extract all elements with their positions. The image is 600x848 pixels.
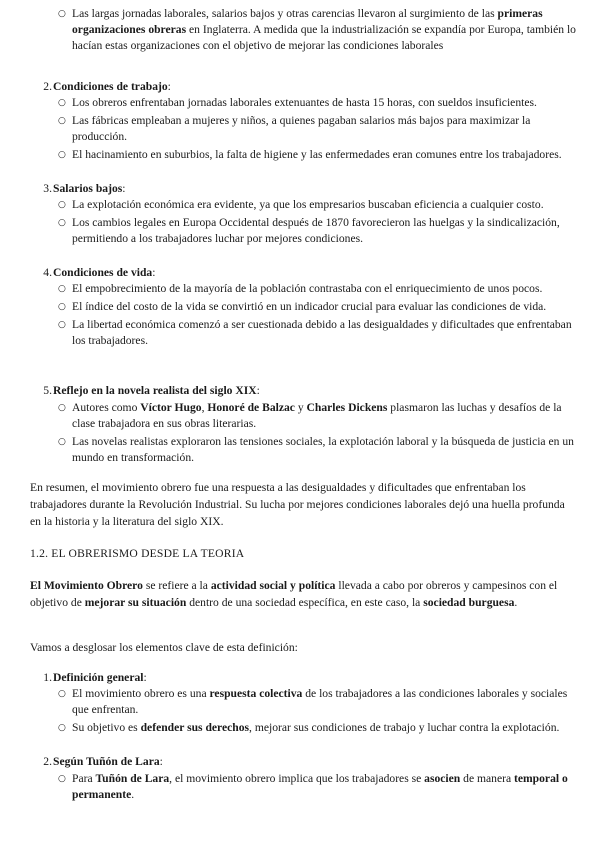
numbered-item: 3. Salarios bajos: <box>43 182 126 195</box>
item-bullets <box>58 400 578 466</box>
intro-sentence: Vamos a desglosar los elementos clave de esta definición: <box>30 641 298 654</box>
bullet-icon: ○ <box>58 218 66 228</box>
list-item: ○ Las novelas realistas exploraron las tensiones sociales, la explotación laboral y la búsqueda de justicia en un mundo en transformación. <box>58 435 574 464</box>
intro-bullet <box>58 6 578 54</box>
summary-paragraph: En resumen, el movimiento obrero fue una respuesta a las desigualdades y dificultades que enfrentaban los trabajadores durante la Revolución Industrial. Su lucha por mejores condiciones laborales dejó una huella profunda en la historia y la literatura del siglo XIX. <box>30 481 565 528</box>
item-bullets <box>58 95 578 163</box>
numbered-item: 1. Definición general: <box>43 671 147 684</box>
item-title: Reflejo en la novela realista del siglo XIX <box>53 384 257 397</box>
list-item: ○ Para Tuñón de Lara, el movimiento obrero implica que los trabajadores se asocien de manera temporal o permanente. <box>58 772 568 801</box>
bullet-icon: ○ <box>58 437 66 447</box>
list-item: ○ Las largas jornadas laborales, salarios bajos y otras carencias llevaron al surgimiento de las primeras organizaciones obreras en Inglaterra. A medida que la industrialización se expandía por Europa, también lo hacían estas organizaciones con el objetivo de mejorar las condiciones laborales <box>58 7 576 52</box>
section-heading: 1.2. EL OBRERISMO DESDE LA TEORIA <box>30 547 245 560</box>
item-title: Definición general <box>53 671 144 684</box>
item-bullets <box>58 686 578 736</box>
bullet-icon: ○ <box>58 403 66 413</box>
bullet-icon: ○ <box>58 774 66 784</box>
numbered-item: 2. Condiciones de trabajo: <box>43 80 171 93</box>
bullet-icon: ○ <box>58 320 66 330</box>
list-item: ○ Los obreros enfrentaban jornadas laborales extenuantes de hasta 15 horas, con sueldos insuficientes. <box>58 96 537 109</box>
bullet-icon: ○ <box>58 200 66 210</box>
bullet-icon: ○ <box>58 302 66 312</box>
numbered-item: 4. Condiciones de vida: <box>43 266 156 279</box>
item-title: Condiciones de vida <box>53 266 153 279</box>
list-item: ○ El hacinamiento en suburbios, la falta de higiene y las enfermedades eran comunes entre los trabajadores. <box>58 148 562 161</box>
numbered-item: 5. Reflejo en la novela realista del siglo XIX: <box>43 384 260 397</box>
list-item: ○ La libertad económica comenzó a ser cuestionada debido a las desigualdades y dificultades que enfrentaban los trabajadores. <box>58 318 572 347</box>
item-title: Salarios bajos <box>53 182 123 195</box>
list-item: ○ Los cambios legales en Europa Occidental después de 1870 favorecieron las huelgas y la sindicalización, permitiendo a los trabajadores luchar por mejores condiciones. <box>58 216 560 245</box>
item-title: Según Tuñón de Lara <box>53 755 160 768</box>
bullet-icon: ○ <box>58 689 66 699</box>
bullet-icon: ○ <box>58 116 66 126</box>
bullet-icon: ○ <box>58 284 66 294</box>
list-item: ○ Su objetivo es defender sus derechos, mejorar sus condiciones de trabajo y luchar contra la explotación. <box>58 721 560 734</box>
bullet-icon: ○ <box>58 9 66 19</box>
item-bullets <box>58 197 578 247</box>
numbered-item: 2. Según Tuñón de Lara: <box>43 755 163 768</box>
item-bullets <box>58 281 578 349</box>
list-item: ○ El empobrecimiento de la mayoría de la población contrastaba con el enriquecimiento de unos pocos. <box>58 282 543 295</box>
bullet-icon: ○ <box>58 98 66 108</box>
definition-paragraph: El Movimiento Obrero se refiere a la actividad social y política llevada a cabo por obreros y campesinos con el objetivo de mejorar su situación dentro de una sociedad específica, en este caso, la sociedad burguesa. <box>30 579 558 609</box>
list-item: ○ Las fábricas empleaban a mujeres y niños, a quienes pagaban salarios más bajos para maximizar la producción. <box>58 114 531 143</box>
list-item: ○ El movimiento obrero es una respuesta colectiva de los trabajadores a las condiciones laborales y sociales que enfrentan. <box>58 687 568 716</box>
bullet-icon: ○ <box>58 723 66 733</box>
item-bullets <box>58 771 578 803</box>
list-item: ○ Autores como Víctor Hugo, Honoré de Balzac y Charles Dickens plasmaron las luchas y desafíos de la clase trabajadora en sus obras literarias. <box>58 401 562 430</box>
list-item: ○ La explotación económica era evidente, ya que los empresarios buscaban eficiencia a cualquier costo. <box>58 198 544 211</box>
list-item: ○ El índice del costo de la vida se convirtió en un indicador crucial para evaluar las condiciones de vida. <box>58 300 547 313</box>
bullet-icon: ○ <box>58 150 66 160</box>
item-title: Condiciones de trabajo <box>53 80 168 93</box>
